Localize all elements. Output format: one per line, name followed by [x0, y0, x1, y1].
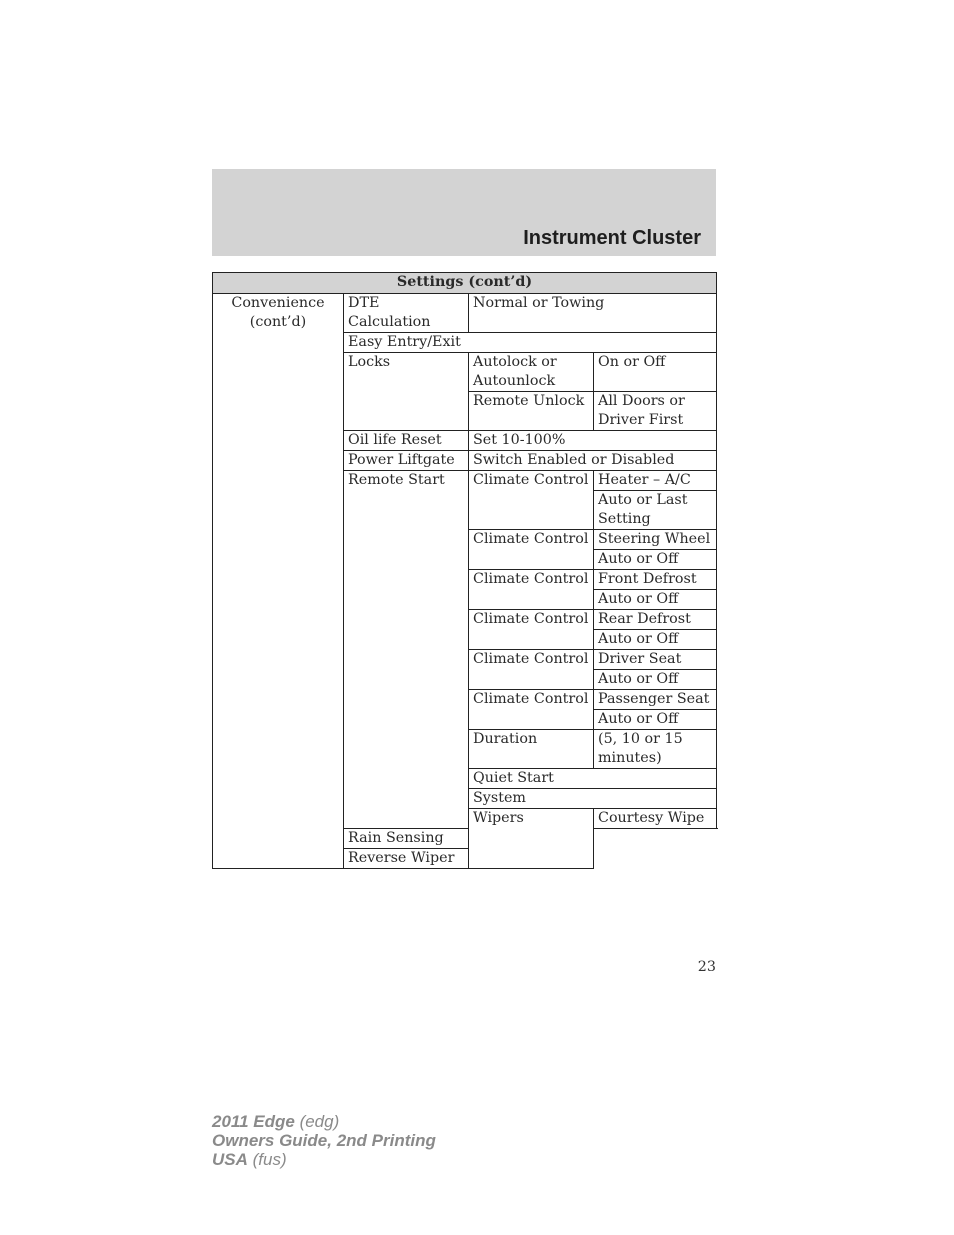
lock-value-remote-unlock: All Doors or Driver First: [594, 392, 717, 431]
wiper-option-reverse-wiper: Reverse Wiper: [344, 849, 594, 869]
footer-region-name: USA: [212, 1150, 248, 1169]
remote-start-quiet-start: Quiet Start: [469, 769, 717, 789]
climate-control-label: Climate Control: [469, 690, 594, 730]
footer-model-code: (edg): [294, 1112, 340, 1131]
setting-label-wipers: Wipers: [469, 809, 594, 869]
climate-value-passenger-seat: Auto or Off: [594, 710, 717, 730]
setting-label-remote-start: Remote Start: [344, 471, 469, 829]
lock-value-autolock: On or Off: [594, 353, 717, 392]
climate-control-label: Climate Control: [469, 650, 594, 690]
section-title: Instrument Cluster: [523, 227, 701, 249]
climate-item-rear-defrost: Rear Defrost: [594, 610, 717, 630]
climate-control-label: Climate Control: [469, 570, 594, 610]
footer-line-region: [212, 1150, 436, 1169]
settings-table: [212, 272, 717, 869]
wiper-option-rain-sensing: Rain Sensing: [344, 829, 594, 849]
climate-value-steering-wheel: Auto or Off: [594, 550, 717, 570]
document-footer: [212, 1112, 436, 1169]
setting-label-locks: Locks: [344, 353, 469, 431]
climate-control-label: Climate Control: [469, 471, 594, 530]
section-header-band: [212, 169, 716, 256]
footer-model-name: 2011 Edge: [212, 1112, 295, 1131]
climate-item-front-defrost: Front Defrost: [594, 570, 717, 590]
climate-value-heater-ac: Auto or Last Setting: [594, 491, 717, 530]
setting-label-power-liftgate: Power Liftgate: [344, 451, 469, 471]
wiper-option-courtesy-wipe: Courtesy Wipe: [594, 809, 717, 829]
climate-value-front-defrost: Auto or Off: [594, 590, 717, 610]
remote-start-duration-label: Duration: [469, 730, 594, 769]
footer-line-model: [212, 1112, 436, 1131]
remote-start-duration-value: (5, 10 or 15 minutes): [594, 730, 717, 769]
climate-value-driver-seat: Auto or Off: [594, 670, 717, 690]
climate-item-passenger-seat: Passenger Seat: [594, 690, 717, 710]
setting-label-oil-life: Oil life Reset: [344, 431, 469, 451]
setting-value-dte: Normal or Towing: [469, 294, 717, 333]
footer-region-code: (fus): [247, 1150, 287, 1169]
climate-item-heater-ac: Heater – A/C: [594, 471, 717, 491]
footer-line-guide: Owners Guide, 2nd Printing: [212, 1131, 436, 1150]
table-row: [213, 294, 717, 333]
group-convenience: Convenience (cont’d): [213, 294, 344, 869]
lock-option-remote-unlock: Remote Unlock: [469, 392, 594, 431]
climate-item-steering-wheel: Steering Wheel: [594, 530, 717, 550]
setting-label-dte: DTE Calculation: [344, 294, 469, 333]
climate-control-label: Climate Control: [469, 530, 594, 570]
setting-label-easy-entry: Easy Entry/Exit: [344, 333, 717, 353]
climate-value-rear-defrost: Auto or Off: [594, 630, 717, 650]
lock-option-autolock: Autolock or Autounlock: [469, 353, 594, 392]
climate-item-driver-seat: Driver Seat: [594, 650, 717, 670]
page-number: 23: [697, 959, 716, 975]
setting-value-power-liftgate: Switch Enabled or Disabled: [469, 451, 717, 471]
setting-value-oil-life: Set 10-100%: [469, 431, 717, 451]
table-caption-row: [213, 273, 717, 294]
climate-control-label: Climate Control: [469, 610, 594, 650]
table-caption: Settings (cont’d): [213, 273, 717, 294]
remote-start-system: System: [469, 789, 717, 809]
